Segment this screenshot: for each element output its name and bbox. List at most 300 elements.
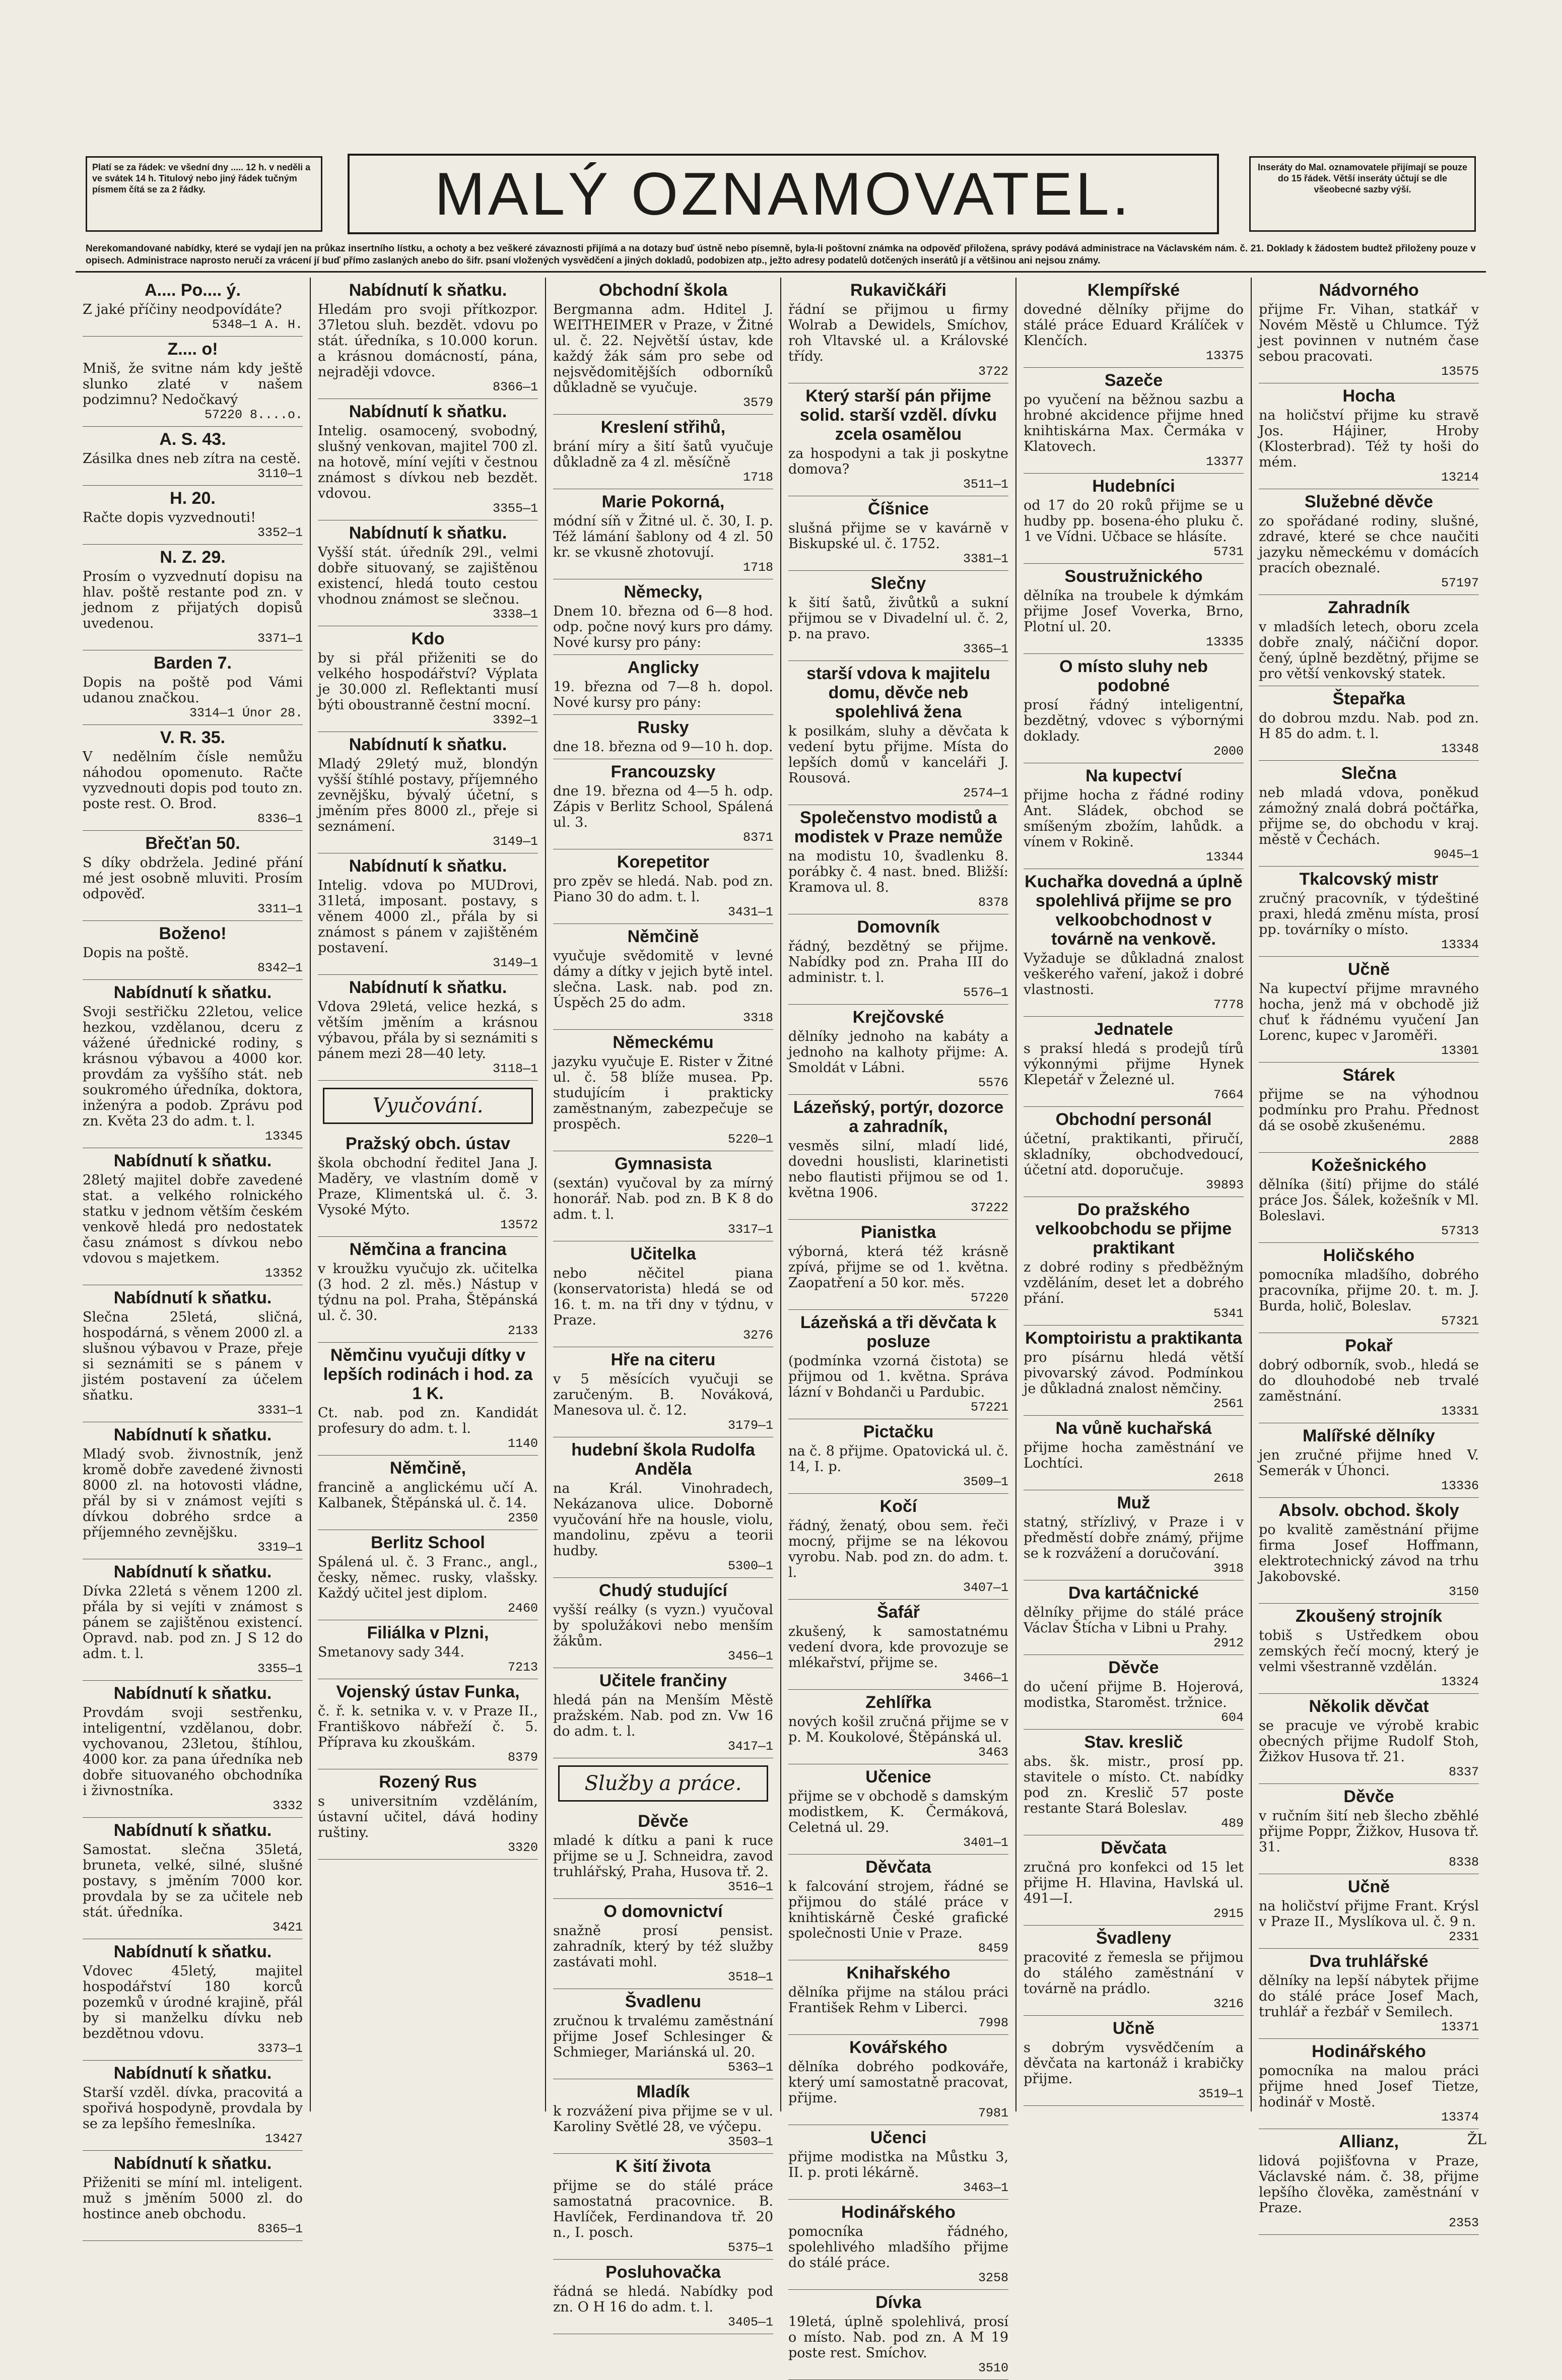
classified-ad: [83, 1148, 303, 1285]
classified-ad: [788, 496, 1008, 571]
classified-ad: [553, 1809, 773, 1899]
ad-text: na holičství přijme ku stravě Jos. Hájiner, Hroby (Klosterbrad). Též ty hoši do mém.: [1259, 408, 1479, 470]
ad-reference-code: 3338—1: [492, 607, 538, 622]
ad-heading: Klempířské: [1087, 281, 1180, 300]
pricing-box: Platí se za řádek: ve všední dny ..... 12 h. v neděli a ve svátek 14 h. Titulový nebo jiný řádek tučným písmem čítá se za 2 řádky.: [86, 156, 322, 232]
classified-ad: [553, 415, 773, 489]
classified-ad: [83, 278, 303, 337]
ad-text: zručná pro konfekci od 15 let přijme H. Hlavina, Havlská ul. 491—I.: [1024, 1860, 1244, 1906]
ad-reference-code: 5576: [978, 1076, 1008, 1090]
classified-ad: [788, 661, 1008, 805]
ad-text: pomocníka na malou práci přijme hned Josef Tietze, hodinář v Mostě.: [1259, 2063, 1479, 2110]
ad-reference-code: 3381—1: [963, 552, 1008, 566]
classified-ad: [788, 1690, 1008, 1764]
ad-heading: Kočí: [879, 1497, 917, 1516]
ad-text: Dívka 22letá s věnem 1200 zl. přála by si vejíti v známost s pánem se zajištěnou existencí. Opravd. nab. pod zn. J S 12 do adm. t. l.: [83, 1583, 303, 1662]
ad-text: v ručním šití neb šlecho zběhlé přijme Poppr, Žižkov, Husova tř. 31.: [1259, 1808, 1479, 1855]
ad-text: slušná přijme se v kavárně v Biskupské ul. č. 1752.: [788, 520, 1008, 552]
ad-heading: Anglicky: [627, 658, 699, 677]
ad-reference-code: 13334: [1441, 938, 1479, 952]
ad-reference-code: 13336: [1441, 1479, 1479, 1493]
column-1: [76, 278, 311, 2236]
page-header: [76, 146, 1486, 242]
classified-ad: [788, 571, 1008, 661]
ad-reference-code: 8336—1: [257, 812, 303, 826]
ad-heading: Do pražského velkoobchodu se přijme praktikant: [1035, 1200, 1232, 1258]
ad-text: lidová pojišťovna v Praze, Václavské nám. č. 38, přijme lepšího člověka, zaměstnání v Praze.: [1259, 2153, 1479, 2216]
ad-reference-code: 7998: [978, 2016, 1008, 2030]
ad-reference-code: 3332: [272, 1799, 303, 1813]
ad-text: V nedělním čísle nemůžu náhodou opomenuto. Račte vyzvednouti dopis pod touto zn. poste rest. O. Brod.: [83, 749, 303, 812]
ad-heading: Německy,: [624, 582, 703, 602]
ad-heading: Německému: [613, 1033, 714, 1052]
ad-text: řádný, ženatý, obou sem. řeči mocný, přijme se na lékovou vyrobu. Nab. pod zn. do adm. t. l.: [788, 1518, 1008, 1580]
ad-text: zručnou k trvalému zaměstnání přijme Josef Schlesinger & Schmieger, Mariánská ul. 20.: [553, 2013, 773, 2060]
ad-heading: Gymnasista: [615, 1154, 712, 1173]
ad-text: dne 18. března od 9—10 h. dop.: [553, 739, 773, 755]
ad-heading: Slečna: [1341, 764, 1397, 783]
classified-ad: [83, 725, 303, 831]
ad-text: Račte dopis vyzvednouti!: [83, 510, 256, 525]
ad-text: přijme se do stálé práce samostatná pracovnice. B. Havlíček, Ferdinandova tř. 20 n., I. posch.: [553, 2178, 773, 2240]
ad-text: po vyučení na běžnou sazbu a hrobné akcidence přijme hned knihtiskárna Max. Čermáka v Klatovech.: [1024, 392, 1244, 454]
ad-heading: Nádvorného: [1319, 281, 1419, 300]
ad-reference-code: 3149—1: [492, 834, 538, 849]
ad-heading: Nabídnutí k sňatku.: [349, 523, 507, 543]
ad-heading: Zahradník: [1328, 598, 1410, 617]
ad-text: nových košil zručná přijme se v p. M. Koukolové, Štěpánská ul.: [788, 1714, 1008, 1745]
ad-text: brání míry a šití šatů vyučuje důkladně za 4 zl. měsíčně: [553, 439, 773, 470]
ad-text: hledá pán na Menším Městě pražském. Nab. pod zn. Vw 16 do adm. t. l.: [553, 1692, 773, 1739]
classified-ad: [1259, 1498, 1479, 1604]
classified-ad: [1024, 1017, 1244, 1107]
ad-reference-code: 3918: [1213, 1561, 1244, 1576]
ad-text: Vyšší stát. úředník 29l., velmi dobře situovaný, se zajištěnou existencí, hledá touto cestou vhodnou známost se slečnou.: [318, 545, 538, 607]
classified-ad: [83, 921, 303, 980]
ad-text: přijme se v obchodě s damským modistkem, K. Čermáková, Celetná ul. 29.: [788, 1789, 1008, 1835]
classified-ad: [83, 1681, 303, 1818]
ad-heading: Rozený Rus: [379, 1772, 477, 1792]
ad-text: zo spořádané rodiny, slušné, zdravé, které se chce naučiti jazyku německému v domácích pracích obeznalé.: [1259, 513, 1479, 576]
ad-heading: Děvčata: [865, 1858, 931, 1877]
ad-heading: Učně: [1112, 2019, 1155, 2038]
ad-reference-code: 8342—1: [257, 961, 303, 975]
ad-reference-code: 13348: [1441, 742, 1479, 756]
classified-ad: [1259, 1874, 1479, 1949]
ad-reference-code: 3392—1: [492, 713, 538, 728]
ad-heading: Pokař: [1345, 1336, 1393, 1355]
ad-reference-code: 2331: [1448, 1930, 1479, 1944]
ad-heading: Tkalcovský mistr: [1299, 870, 1439, 889]
ad-heading: A.... Po.... ý.: [145, 281, 241, 300]
ad-reference-code: 2460: [507, 1601, 538, 1616]
ad-text: mladé k dítku a pani k ruce přijme se u J. Schneidra, zavod truhlářský, Praha, Husova tř. 2.: [553, 1833, 773, 1880]
ad-text: módní síň v Žitné ul. č. 30, I. p. Též lámání šablony od 4 zl. 50 kr. se vkusně zhotovují.: [553, 513, 773, 560]
classified-ad: [1024, 1580, 1244, 1655]
ad-reference-code: 3314—1 Únor 28.: [189, 706, 303, 720]
ad-text: jen zručné přijme hned V. Semerák v Úhonci.: [1259, 1447, 1479, 1479]
ad-text: francině a anglickému učí A. Kalbanek, Štěpánská ul. č. 14.: [318, 1480, 538, 1511]
ad-heading: Na vůně kuchařská: [1055, 1419, 1212, 1438]
classified-ad: [1259, 2039, 1479, 2129]
ad-reference-code: 3401—1: [963, 1835, 1008, 1850]
ad-text: výborná, která též krásně zpívá, přijme se od 1. května. Zaopatření a 50 kor. měs.: [788, 1244, 1008, 1291]
ad-reference-code: 8378: [978, 895, 1008, 910]
ad-text: Dnem 10. března od 6—8 hod. odp. počne nový kurs pro dámy. Nové kursy pro pány:: [553, 604, 773, 650]
ad-text: na Král. Vinohradech, Nekázanova ulice. Doborně vyučování hře na housle, violu, mandolinu, zpěvu a teorii hudby.: [553, 1481, 773, 1559]
classified-ad: [1259, 1694, 1479, 1784]
ad-text: dělníka na troubele k dýmkám přijme Josef Voverka, Brno, Plotní ul. 20.: [1024, 588, 1244, 635]
ad-text: do učení přijme B. Hojerová, modistka, Staroměst. tržnice.: [1024, 1679, 1244, 1710]
ad-heading: Nabídnutí k sňatku.: [113, 2154, 272, 2173]
classified-ad: [83, 1422, 303, 1559]
ad-text: k posilkám, sluhy a děvčata k vedení bytu přijme. Místa do lepších domů v kanceláři J. Rousová.: [788, 723, 1008, 786]
ad-text: dne 19. března od 4—5 h. odp. Zápis v Berlitz School, Spálená ul. 3.: [553, 783, 773, 830]
ad-reference-code: 2561: [1213, 1397, 1244, 1411]
ad-text: přijme hocha zaměstnání ve Lochtíci.: [1024, 1440, 1244, 1471]
ad-text: Bergmanna adm. Hditel J. WEITHEIMER v Praze, v Žitné ul. č. 22. Největší ústav, kde každý žák sám pro sebe od nejsvědomitějších odborníků důkladně se vyučuje.: [553, 302, 773, 395]
ad-reference-code: 5363—1: [727, 2060, 773, 2075]
ad-heading: Společenstvo modistů a modistek v Praze nemůže: [794, 808, 1003, 846]
ad-text: dělníka přijme na stálou práci František Rehm v Liberci.: [788, 1985, 1008, 2016]
ad-text: pracovité z řemesla se přijmou do stálého zaměstnání v továrně na prádlo.: [1024, 1950, 1244, 1997]
classified-ad: [1024, 1107, 1244, 1197]
ad-reference-code: 3463—1: [963, 2180, 1008, 2195]
ad-reference-code: 3511—1: [963, 477, 1008, 492]
ad-heading: Domovník: [857, 917, 940, 937]
classified-ad: [788, 805, 1008, 914]
ad-heading: Dívka: [875, 2293, 921, 2312]
ad-reference-code: 57221: [970, 1400, 1008, 1415]
ad-reference-code: 3216: [1213, 1997, 1244, 2011]
ad-text: S díky obdržela. Jediné přání mé jest osobně mluviti. Prosím odpověď.: [83, 855, 303, 902]
ad-text: Dopis na poště pod Vámi udanou značkou.: [83, 675, 303, 706]
ad-reference-code: 13214: [1441, 470, 1479, 485]
ad-heading: Jednatele: [1094, 1020, 1173, 1039]
ad-heading: Dva kartáčnické: [1068, 1583, 1199, 1603]
ad-heading: Kreslení střihů,: [600, 418, 726, 437]
ad-reference-code: 8371: [742, 830, 773, 845]
classified-ad: [318, 1343, 538, 1456]
ad-text: pro písárnu hledá větší pivovarský závod. Podmínkou je důkladná znalost němčiny.: [1024, 1350, 1244, 1397]
classified-ad: [788, 1764, 1008, 1855]
ad-reference-code: 5375—1: [727, 2240, 773, 2255]
ad-text: vesměs silní, mladí lidé, dovedni houslisti, klarinetisti nebo flautisti přijmou se od 1. května 1906.: [788, 1138, 1008, 1201]
ad-heading: Stárek: [1342, 1066, 1395, 1085]
ad-heading: K šití života: [616, 2157, 711, 2176]
ad-heading: Barden 7.: [154, 653, 232, 673]
ad-heading: Němčinu vyučuji dítky v lepších rodinách i hod. za 1 K.: [323, 1346, 533, 1403]
ad-reference-code: 3311—1: [257, 902, 303, 916]
ad-heading: Nabídnutí k sňatku.: [349, 735, 507, 754]
ad-heading: Dva truhlářské: [1309, 1952, 1429, 1971]
ad-heading: Kdo: [411, 629, 445, 648]
ad-heading: Na kupectví: [1085, 766, 1182, 785]
ad-text: na č. 8 přijme. Opatovická ul. č. 14, I. p.: [788, 1443, 1008, 1475]
column-2: [311, 278, 546, 2111]
classified-ad: [1024, 474, 1244, 564]
ad-text: Vdova 29letá, velice hezká, s větším jměním a krásnou výbavou, přála by si seznámiti s pánem mezi 28—40 lety.: [318, 999, 538, 1062]
ad-reference-code: 1140: [507, 1436, 538, 1451]
classified-ad: [1259, 686, 1479, 761]
ad-text: dělníky na lepší nábytek přijme do stálé práce Josef Mach, truhlář a řezbář v Semilech.: [1259, 1973, 1479, 2020]
classified-ad: [553, 759, 773, 849]
ad-text: v kroužku vyučujo zk. učitelka (3 hod. 2 zl. měs.) Nástup v týdnu na pol. Praha, Štěpánská ul. č. 30.: [318, 1261, 538, 1324]
ad-reference-code: 3456—1: [727, 1649, 773, 1664]
ad-heading: Pianistka: [860, 1223, 936, 1242]
ad-text: k šití šatů, živůtků a sukní přijmou se v Divadelní ul. č. 2, p. na pravo.: [788, 595, 1008, 642]
ad-text: přijme Fr. Vihan, statkář v Novém Městě u Chlumce. Týž jest povinnen v nutném čase sebou pracovati.: [1259, 302, 1479, 364]
classified-ad: [1259, 1153, 1479, 1243]
ad-heading: Učenci: [870, 2128, 927, 2147]
ad-heading: starší vdova k majitelu domu, děvče neb spolehlivá žena: [806, 664, 990, 721]
ad-heading: Děvče: [638, 1812, 689, 1831]
ad-heading: A. S. 43.: [159, 430, 226, 449]
classified-ad: [83, 1939, 303, 2061]
ad-text: statný, střízlivý, v Praze i v předměstí dobře známý, přijme se k rozvážení a doručování.: [1024, 1514, 1244, 1561]
classified-ad: [83, 2061, 303, 2151]
ad-text: Samostat. slečna 35letá, bruneta, velké, silné, slušné postavy, s jměním 7000 kor. provdala by se za učitele neb stát. úředníka.: [83, 1842, 303, 1920]
ad-text: Smetanovy sady 344.: [318, 1644, 464, 1660]
classified-ad: [788, 2035, 1008, 2125]
classified-ad: [318, 1679, 538, 1769]
classified-ad: [788, 2290, 1008, 2380]
classified-ad: [1024, 368, 1244, 474]
ad-reference-code: 3365—1: [963, 642, 1008, 656]
ad-reference-code: 13427: [264, 2132, 303, 2146]
ad-reference-code: 57197: [1441, 576, 1479, 590]
ad-text: dělníky jednoho na kabáty a jednoho na kalhoty přijme: A. Smoldát v Lábni.: [788, 1029, 1008, 1076]
classified-ad: [318, 1131, 538, 1237]
ad-reference-code: 3118—1: [492, 1062, 538, 1076]
ad-heading: Marie Pokorná,: [601, 492, 725, 511]
ad-heading: Kovářského: [849, 2038, 947, 2057]
ad-heading: Francouzsky: [610, 762, 716, 781]
classified-ad: [83, 1559, 303, 1681]
ad-heading: Nabídnutí k sňatku.: [113, 1562, 272, 1581]
ad-heading: Chudý studující: [599, 1581, 727, 1600]
ad-heading: Děvče: [1343, 1787, 1394, 1806]
ad-text: Vyžaduje se důkladná znalost veškerého vaření, jakož i dobré vlastnosti.: [1024, 951, 1244, 998]
ad-reference-code: 7213: [507, 1660, 538, 1675]
ad-reference-code: 3319—1: [257, 1540, 303, 1555]
classified-ad: [318, 732, 538, 853]
ad-heading: Učně: [1347, 1877, 1390, 1896]
ad-reference-code: 3371—1: [257, 631, 303, 646]
ad-text: Spálená ul. č. 3 Franc., angl., česky, němec. rusky, vlašsky. Každý učitel jest diplom.: [318, 1554, 538, 1601]
ad-reference-code: 489: [1220, 1816, 1244, 1831]
ad-heading: Hocha: [1342, 386, 1395, 406]
ad-text: dělníky přijme do stálé práce Václav Štícha v Libni u Prahy.: [1024, 1605, 1244, 1636]
ad-text: po kvalitě zaměstnání přijme firma Josef Hoffmann, elektrotechnický závod na trhu Jakobovské.: [1259, 1522, 1479, 1584]
classified-ad: [1024, 1926, 1244, 2016]
classified-ad: [1259, 2129, 1479, 2235]
ad-reference-code: 8459: [978, 1941, 1008, 1956]
ad-reference-code: 2912: [1213, 1636, 1244, 1650]
ad-text: Dopis na poště.: [83, 945, 189, 961]
ad-reference-code: 7664: [1213, 1088, 1244, 1102]
administration-notice: Nerekomandované nabídky, které se vydají jen na průkaz insertního lístku, a ochoty a bez veškeré závaznosti přijímá a na dotazy buď ústně nebo písemně, byla-li poštovní známka na odpověď přiložena, správy podává administrace na Václavském nám. č. 21. Doklady k žádostem budtež přiloženy pouze v opisech. Administrace naprosto neručí za vrácení jí buď přímo zaslaných anebo do šifr. psaní vložených vysvědčení a jiných dokladů, podobizen atp., ježto adresy podatelů dotčených inserátů jí a většinou ani nejsou známy.: [76, 242, 1486, 273]
classified-ad: [1024, 1655, 1244, 1730]
ad-heading: Nabídnutí k sňatku.: [349, 978, 507, 997]
ad-heading: Němčině,: [389, 1459, 466, 1478]
classified-ad: [1259, 1333, 1479, 1423]
classified-ad: [553, 1151, 773, 1241]
ad-reference-code: 9045—1: [1433, 847, 1479, 862]
ad-text: tobiš s Ustředkem obou zemských řečí mocný, který je velmi všestranně vzdělán.: [1259, 1628, 1479, 1675]
classified-ad: [83, 545, 303, 650]
ad-heading: Pražský obch. ústav: [346, 1134, 510, 1153]
ad-text: Intelig. vdova po MUDrovi, 31letá, imposant. postavy, s věnem 4000 zl., přála by si známost s pánem v zajištěném postavení.: [318, 878, 538, 956]
ad-reference-code: 3510: [978, 2361, 1008, 2375]
classified-ad: [553, 849, 773, 924]
ad-reference-code: 2888: [1448, 1134, 1479, 1148]
ad-heading: Učitele frančiny: [599, 1671, 727, 1690]
ad-heading: Stav. kreslič: [1084, 1733, 1183, 1752]
ad-heading: Učitelka: [630, 1244, 696, 1264]
classified-ad: [83, 831, 303, 921]
classified-ad: [788, 1005, 1008, 1095]
ad-text: k falcování strojem, řádné se přijmou do stálé práce v knihtiskárně České grafické společnosti Unie v Praze.: [788, 1879, 1008, 1941]
ad-reference-code: 3463: [978, 1745, 1008, 1760]
ad-text: 19. března od 7—8 h. dopol. Nové kursy pro pány:: [553, 679, 773, 710]
ad-heading: Nabídnutí k sňatku.: [113, 1288, 272, 1307]
classified-ad: [1259, 1063, 1479, 1153]
ad-text: v mladších letech, oboru zcela dobře znalý, náčiční dopor. čený, úplně bezdětný, přijme se pro větší venkovský statek.: [1259, 619, 1479, 682]
classified-ad: [788, 278, 1008, 383]
ad-text: přijme modistka na Můstku 3, II. p. proti lékárně.: [788, 2149, 1008, 2180]
classified-ad: [1024, 564, 1244, 654]
ad-reference-code: 13344: [1205, 850, 1244, 865]
ad-text: s dobrým vysvědčením a děvčata na kartonáž i krabičky přijme.: [1024, 2040, 1244, 2087]
ad-text: od 17 do 20 roků přijme se u hudby pp. bosena-ého pluku č. 1 ve Vídni. Učbace se hlásíte.: [1024, 498, 1244, 545]
classified-ad: [1259, 867, 1479, 957]
ad-text: (podmínka vzorná čistota) se přijmou od 1. května. Správa lázní v Bohdanči u Pardubic.: [788, 1353, 1008, 1400]
ad-reference-code: 8365—1: [257, 2222, 303, 2236]
ad-reference-code: 2574—1: [963, 786, 1008, 801]
ad-text: jazyku vyučuje E. Rister v Žitné ul. č. 58 blíže musea. Pp. studujícím i prakticky zaměstnaným, zabezpečuje se prospěch.: [553, 1054, 773, 1132]
ad-heading: Nabídnutí k sňatku.: [349, 856, 507, 876]
classified-ad: [318, 1456, 538, 1530]
ad-heading: O domovnictví: [603, 1902, 723, 1921]
ad-heading: Zkoušený strojník: [1296, 1607, 1442, 1626]
classified-ad: [83, 1285, 303, 1422]
classified-ad: [553, 655, 773, 715]
ad-heading: Obchodní personál: [1055, 1110, 1212, 1129]
section-banner: Služby a práce.: [558, 1765, 768, 1802]
classified-ad: [1259, 595, 1479, 686]
ad-text: Vdovec 45letý, majitel hospodářství 180 korců pozemků v úrodné krajině, přál by si manželku dívku neb bezdětnou vdovu.: [83, 1963, 303, 2041]
ad-reference-code: 13375: [1205, 349, 1244, 363]
classified-ad: [318, 1620, 538, 1679]
ad-heading: Knihařského: [846, 1963, 950, 1982]
ad-heading: Berlitz School: [371, 1533, 485, 1552]
ad-reference-code: 3331—1: [257, 1403, 303, 1418]
ad-reference-code: 3318: [742, 1011, 773, 1025]
masthead-title: MALÝ OZNAMOVATEL.: [348, 154, 1219, 234]
ad-heading: Rusky: [637, 718, 689, 737]
ad-heading: Mladík: [636, 2082, 690, 2101]
ad-reference-code: 57313: [1441, 1224, 1479, 1238]
classified-ad: [553, 1030, 773, 1151]
ad-text: účetní, praktikanti, přiručí, skladníky, obchodvedoucí, účetní atd. doporučuje.: [1024, 1131, 1244, 1178]
classified-ad: [318, 399, 538, 520]
ad-reference-code: 2353: [1448, 2216, 1479, 2230]
ad-heading: Děvčata: [1101, 1838, 1167, 1858]
ad-reference-code: 5300—1: [727, 1559, 773, 1573]
ad-heading: Hodinářského: [841, 2203, 956, 2222]
ad-reference-code: 13377: [1205, 454, 1244, 469]
ad-text: Provdám svoji sestřenku, inteligentní, vzdělanou, dobr. vychovanou, 23letou, štíhlou, 4000 kor. za pana úředníka neb dobře situovaného obchodníka i živnostníka.: [83, 1705, 303, 1799]
ad-text: dovedné dělníky přijme do stálé práce Eduard Králíček v Klenčích.: [1024, 302, 1244, 349]
ad-text: prosí řádný inteligentní, bezdětný, vdovec s výbornými doklady.: [1024, 697, 1244, 744]
ad-text: Přiženiti se míní ml. inteligent. muž s jměním 5000 zl. do hostince aneb obchodu.: [83, 2175, 303, 2222]
ad-heading: Sazeče: [1104, 371, 1163, 390]
ad-reference-code: 5348—1 A. H.: [212, 317, 303, 332]
ad-text: abs. šk. mistr., prosí pp. stavitele o místo. Ct. nabídky pod zn. Kreslič 57 poste restante Stará Boleslav.: [1024, 1754, 1244, 1816]
ad-reference-code: 3421: [272, 1920, 303, 1935]
section-banner: Vyučování.: [323, 1088, 533, 1124]
ad-heading: Němčině: [627, 927, 699, 946]
classified-ad: [553, 1668, 773, 1758]
ad-reference-code: 3579: [742, 395, 773, 410]
ad-text: pomocníka mladšího, dobrého pracovníka, přijme 20. t. m. J. Burda, holič, Boleslav.: [1259, 1267, 1479, 1314]
ad-text: k rozvážení piva přijme se v ul. Karoliny Světlé 28, ve výčepu.: [553, 2103, 773, 2135]
classified-ad: [1259, 489, 1479, 595]
ad-reference-code: 8366—1: [492, 380, 538, 394]
ad-heading: Nabídnutí k sňatku.: [113, 1425, 272, 1444]
ad-heading: Holičského: [1323, 1246, 1415, 1265]
ad-heading: Břečťan 50.: [145, 834, 240, 853]
ad-heading: Švadleny: [1096, 1929, 1172, 1948]
ad-reference-code: 3509—1: [963, 1475, 1008, 1489]
ad-heading: Krejčovské: [852, 1008, 944, 1027]
classified-ad: [83, 337, 303, 427]
ad-reference-code: 37222: [970, 1201, 1008, 1215]
classified-ad: [318, 1237, 538, 1343]
classified-ad: [1024, 1197, 1244, 1326]
ad-text: s praksí hledá s prodejů tírů výkonnými přijme Hynek Klepetář v Železné ul.: [1024, 1041, 1244, 1088]
ad-heading: Nabídnutí k sňatku.: [113, 1684, 272, 1703]
ad-reference-code: 3417—1: [727, 1739, 773, 1754]
ad-reference-code: 3258: [978, 2271, 1008, 2285]
ad-reference-code: 3466—1: [963, 1671, 1008, 1685]
classified-ad: [788, 1960, 1008, 2035]
ad-reference-code: 8338: [1448, 1855, 1479, 1870]
ad-reference-code: 3519—1: [1198, 2087, 1244, 2101]
classified-ad: [1024, 1326, 1244, 1416]
ad-text: za hospodyni a tak ji poskytne domova?: [788, 446, 1008, 477]
ad-text: dělníka (šití) přijme do stálé práce Jos. Šálek, kožešník v Ml. Boleslavi.: [1259, 1177, 1479, 1224]
ad-reference-code: 3722: [978, 364, 1008, 379]
classified-ad: [788, 1494, 1008, 1600]
ad-text: Zásilka dnes neb zítra na cestě.: [83, 451, 301, 467]
ad-reference-code: 3373—1: [257, 2041, 303, 2056]
ad-text: z dobré rodiny s předběžným vzděláním, deset let a dobrého přání.: [1024, 1260, 1244, 1306]
classified-ad: [1259, 1243, 1479, 1333]
classified-ad: [788, 1095, 1008, 1220]
ad-text: pro zpěv se hledá. Nab. pod zn. Piano 30 do adm. t. l.: [553, 874, 773, 905]
insert-rules-box: Inseráty do Mal. oznamovatele přijímají se pouze do 15 řádek. Větší inseráty účtují se dle všeobecné sazby výší.: [1249, 156, 1476, 232]
ad-heading: Muž: [1117, 1493, 1150, 1512]
ad-text: Prosím o vyzvednutí dopisu na hlav. poště restante pod zn. v jednom z přijatých dopisů uvedenou.: [83, 569, 303, 631]
classified-ad: [553, 715, 773, 759]
ad-heading: Učně: [1347, 960, 1390, 979]
classified-ad: [553, 1437, 773, 1578]
ad-text: Mladý 29letý muž, blondýn vyšší štíhlé postavy, příjemného zevnějšku, bývalý účetní, s jměním přes 8000 zl., přeje si seznámení.: [318, 756, 538, 834]
ad-reference-code: 13572: [500, 1218, 538, 1232]
newspaper-page: [76, 146, 1486, 2375]
